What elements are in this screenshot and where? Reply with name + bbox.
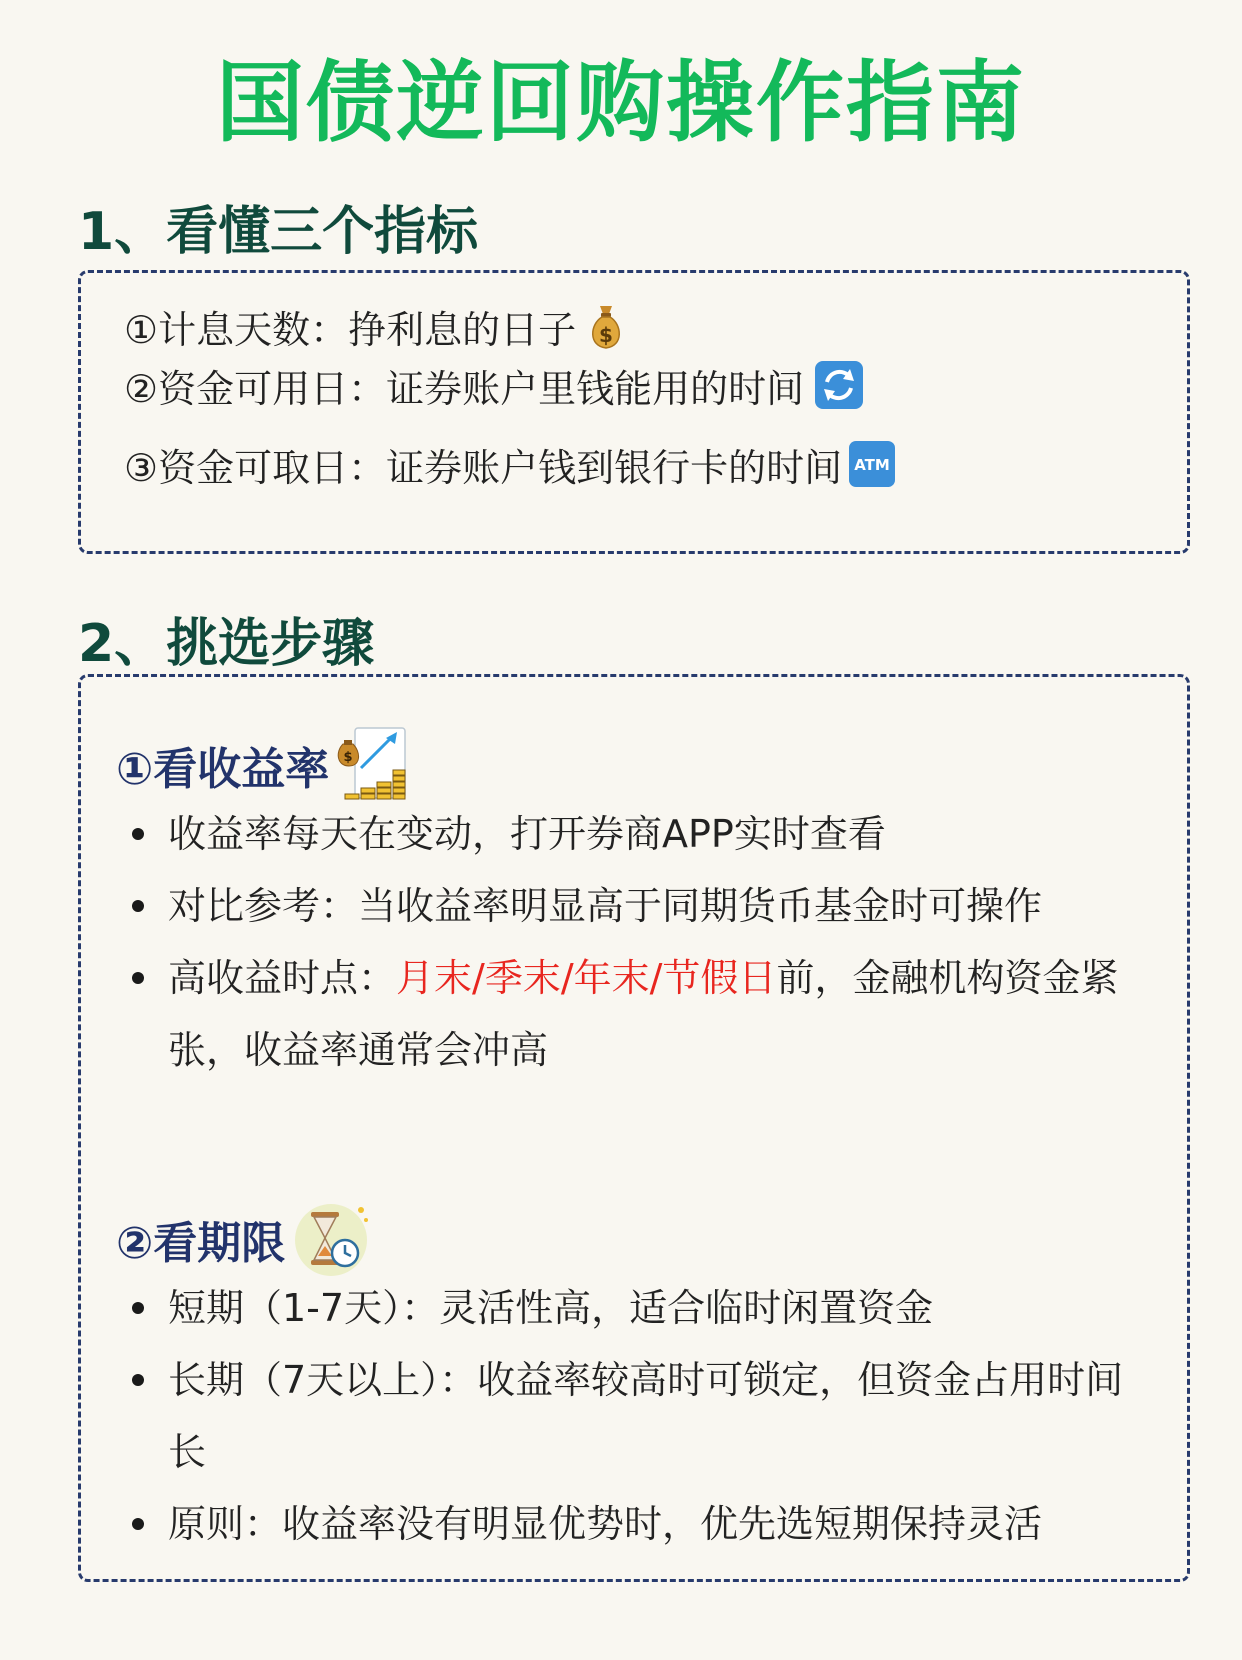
indicator-label: ③资金可取日：证券账户钱到银行卡的时间 [124, 446, 843, 490]
svg-text:ATM: ATM [854, 456, 890, 474]
term-bullet-principle: 原则：收益率没有明显优势时，优先选短期保持灵活 [168, 1488, 1158, 1560]
term-bullet-short: 短期（1-7天）：灵活性高，适合临时闲置资金 [168, 1272, 1158, 1344]
money-bag-icon [586, 302, 626, 363]
step-term-title: ②看期限 [116, 1218, 286, 1269]
yield-bullet-realtime: 收益率每天在变动，打开券商APP实时查看 [168, 798, 1158, 870]
bullet-suffix: 前，金融机构资金紧张，收益率通常会冲高 [168, 956, 1119, 1072]
bullet-prefix: 高收益时点： [168, 956, 397, 1000]
yield-bullet-compare: 对比参考：当收益率明显高于同期货币基金时可操作 [168, 870, 1158, 942]
indicator-interest-days [124, 302, 626, 363]
atm-icon [848, 440, 896, 501]
step-yield-title: ①看收益率 [116, 744, 330, 795]
term-bullet-long: 长期（7天以上）：收益率较高时可锁定，但资金占用时间长 [168, 1344, 1158, 1488]
section-heading-steps: 2、挑选步骤 [78, 614, 375, 674]
section-heading-indicators: 1、看懂三个指标 [78, 202, 479, 262]
refresh-icon [814, 360, 864, 423]
highlight-dates: 月末/季末/年末/节假日 [396, 956, 777, 1000]
page-title: 国债逆回购操作指南 [215, 51, 1026, 154]
indicator-withdraw-date [124, 440, 896, 501]
indicator-label: ①计息天数：挣利息的日子 [124, 308, 577, 352]
yield-bullet-high-points [168, 942, 1158, 1086]
svg-text:$: $ [599, 323, 614, 347]
indicator-label: ②资金可用日：证券账户里钱能用的时间 [124, 367, 805, 411]
indicator-available-date [124, 360, 864, 423]
svg-text:$: $ [343, 750, 353, 765]
